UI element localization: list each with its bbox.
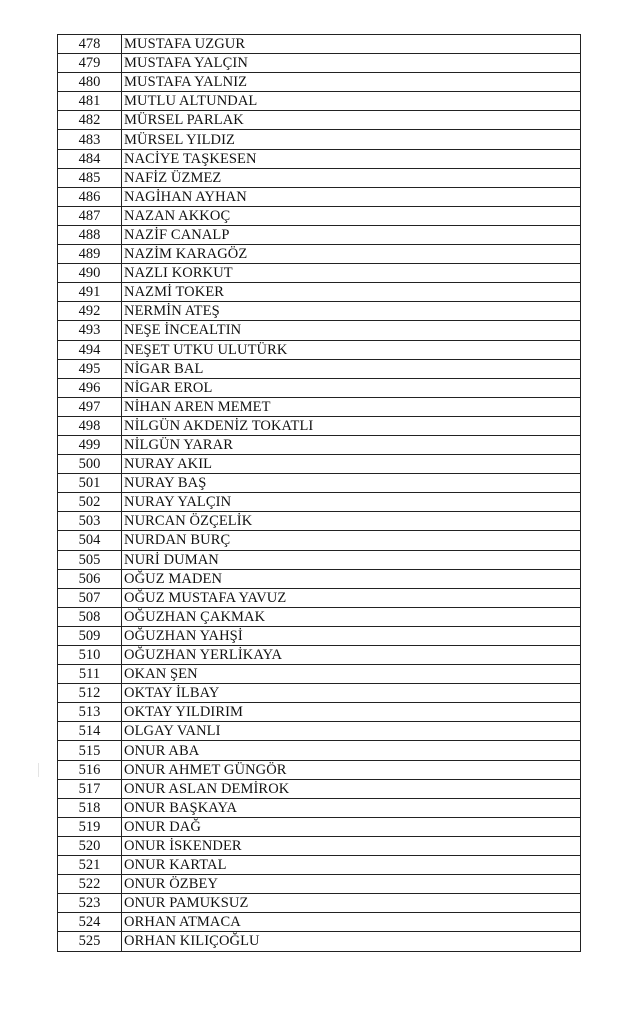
row-number: 503 — [58, 512, 122, 531]
person-name: NAFİZ ÜZMEZ — [122, 168, 581, 187]
row-number: 485 — [58, 168, 122, 187]
person-name: NİHAN AREN MEMET — [122, 397, 581, 416]
person-name: NİGAR BAL — [122, 359, 581, 378]
table-row — [58, 264, 581, 283]
row-number: 516 — [58, 760, 122, 779]
table-row — [58, 684, 581, 703]
person-name: NİLGÜN AKDENİZ TOKATLI — [122, 416, 581, 435]
row-number: 508 — [58, 607, 122, 626]
row-number: 491 — [58, 283, 122, 302]
person-name: NURAY AKIL — [122, 455, 581, 474]
person-name: OĞUZHAN ÇAKMAK — [122, 607, 581, 626]
row-number: 488 — [58, 225, 122, 244]
table-row — [58, 875, 581, 894]
table-row — [58, 588, 581, 607]
row-number: 521 — [58, 856, 122, 875]
person-name: OĞUZ MUSTAFA YAVUZ — [122, 588, 581, 607]
table-row — [58, 531, 581, 550]
row-number: 482 — [58, 111, 122, 130]
row-number: 484 — [58, 149, 122, 168]
row-number: 480 — [58, 73, 122, 92]
table-row — [58, 836, 581, 855]
row-number: 492 — [58, 302, 122, 321]
row-number: 518 — [58, 798, 122, 817]
row-number: 523 — [58, 894, 122, 913]
table-row — [58, 54, 581, 73]
row-number: 520 — [58, 836, 122, 855]
row-number: 507 — [58, 588, 122, 607]
table-row — [58, 550, 581, 569]
table-row — [58, 760, 581, 779]
row-number: 478 — [58, 35, 122, 54]
person-name: NAZAN AKKOÇ — [122, 206, 581, 225]
row-number: 496 — [58, 378, 122, 397]
row-number: 479 — [58, 54, 122, 73]
table-row — [58, 416, 581, 435]
table-row — [58, 225, 581, 244]
row-number: 481 — [58, 92, 122, 111]
person-name: NURAY YALÇIN — [122, 493, 581, 512]
table-row — [58, 111, 581, 130]
row-number: 514 — [58, 722, 122, 741]
row-number: 497 — [58, 397, 122, 416]
row-number: 515 — [58, 741, 122, 760]
person-name: NAZİF CANALP — [122, 225, 581, 244]
person-name: ONUR PAMUKSUZ — [122, 894, 581, 913]
person-name: NURCAN ÖZÇELİK — [122, 512, 581, 531]
table-row — [58, 665, 581, 684]
person-name: ORHAN KILIÇOĞLU — [122, 932, 581, 951]
person-name: NİGAR EROL — [122, 378, 581, 397]
person-name: OĞUZHAN YAHŞİ — [122, 626, 581, 645]
row-number: 509 — [58, 626, 122, 645]
person-name: OĞUZ MADEN — [122, 569, 581, 588]
table-row — [58, 302, 581, 321]
scan-mark — [38, 763, 39, 777]
row-number: 493 — [58, 321, 122, 340]
row-number: 500 — [58, 455, 122, 474]
table-row — [58, 397, 581, 416]
person-name: ONUR ABA — [122, 741, 581, 760]
person-name: NEŞET UTKU ULUTÜRK — [122, 340, 581, 359]
row-number: 487 — [58, 206, 122, 225]
person-name: MUSTAFA UZGUR — [122, 35, 581, 54]
person-name: OKTAY İLBAY — [122, 684, 581, 703]
table-row — [58, 149, 581, 168]
table-row — [58, 130, 581, 149]
row-number: 490 — [58, 264, 122, 283]
person-name: MÜRSEL YILDIZ — [122, 130, 581, 149]
row-number: 506 — [58, 569, 122, 588]
table-row — [58, 569, 581, 588]
person-name: MUTLU ALTUNDAL — [122, 92, 581, 111]
person-name: OLGAY VANLI — [122, 722, 581, 741]
row-number: 486 — [58, 187, 122, 206]
row-number: 489 — [58, 245, 122, 264]
person-name: NURİ DUMAN — [122, 550, 581, 569]
table-row — [58, 779, 581, 798]
table-row — [58, 703, 581, 722]
row-number: 511 — [58, 665, 122, 684]
person-name: OKAN ŞEN — [122, 665, 581, 684]
row-number: 522 — [58, 875, 122, 894]
table-row — [58, 894, 581, 913]
row-number: 495 — [58, 359, 122, 378]
table-row — [58, 321, 581, 340]
row-number: 502 — [58, 493, 122, 512]
table-row — [58, 283, 581, 302]
table-row — [58, 646, 581, 665]
row-number: 519 — [58, 817, 122, 836]
person-name: NİLGÜN YARAR — [122, 435, 581, 454]
person-name: NACİYE TAŞKESEN — [122, 149, 581, 168]
person-name: NERMİN ATEŞ — [122, 302, 581, 321]
person-name: NAGİHAN AYHAN — [122, 187, 581, 206]
table-row — [58, 340, 581, 359]
row-number: 504 — [58, 531, 122, 550]
table-row — [58, 474, 581, 493]
table-row — [58, 378, 581, 397]
name-list-table — [57, 34, 581, 952]
row-number: 513 — [58, 703, 122, 722]
table-row — [58, 187, 581, 206]
row-number: 517 — [58, 779, 122, 798]
person-name: OKTAY YILDIRIM — [122, 703, 581, 722]
table-row — [58, 741, 581, 760]
table-row — [58, 92, 581, 111]
person-name: ONUR İSKENDER — [122, 836, 581, 855]
table-row — [58, 359, 581, 378]
person-name: NURDAN BURÇ — [122, 531, 581, 550]
row-number: 525 — [58, 932, 122, 951]
table-row — [58, 856, 581, 875]
table-row — [58, 206, 581, 225]
row-number: 505 — [58, 550, 122, 569]
row-number: 498 — [58, 416, 122, 435]
person-name: MUSTAFA YALNIZ — [122, 73, 581, 92]
table-row — [58, 913, 581, 932]
row-number: 510 — [58, 646, 122, 665]
person-name: MÜRSEL PARLAK — [122, 111, 581, 130]
row-number: 501 — [58, 474, 122, 493]
person-name: OĞUZHAN YERLİKAYA — [122, 646, 581, 665]
row-number: 524 — [58, 913, 122, 932]
person-name: NAZİM KARAGÖZ — [122, 245, 581, 264]
person-name: ORHAN ATMACA — [122, 913, 581, 932]
table-row — [58, 168, 581, 187]
person-name: ONUR AHMET GÜNGÖR — [122, 760, 581, 779]
person-name: ONUR ÖZBEY — [122, 875, 581, 894]
person-name: NEŞE İNCEALTIN — [122, 321, 581, 340]
row-number: 512 — [58, 684, 122, 703]
table-row — [58, 626, 581, 645]
table-row — [58, 607, 581, 626]
table-row — [58, 435, 581, 454]
table-row — [58, 245, 581, 264]
person-name: ONUR DAĞ — [122, 817, 581, 836]
person-name: ONUR BAŞKAYA — [122, 798, 581, 817]
person-name: NURAY BAŞ — [122, 474, 581, 493]
person-name: NAZLI KORKUT — [122, 264, 581, 283]
table-row — [58, 35, 581, 54]
table-row — [58, 817, 581, 836]
table-row — [58, 73, 581, 92]
table-row — [58, 722, 581, 741]
name-list-body — [58, 35, 581, 952]
row-number: 499 — [58, 435, 122, 454]
person-name: ONUR ASLAN DEMİROK — [122, 779, 581, 798]
table-row — [58, 455, 581, 474]
table-row — [58, 512, 581, 531]
person-name: NAZMİ TOKER — [122, 283, 581, 302]
table-row — [58, 798, 581, 817]
table-row — [58, 493, 581, 512]
table-row — [58, 932, 581, 951]
person-name: ONUR KARTAL — [122, 856, 581, 875]
person-name: MUSTAFA YALÇIN — [122, 54, 581, 73]
row-number: 494 — [58, 340, 122, 359]
row-number: 483 — [58, 130, 122, 149]
